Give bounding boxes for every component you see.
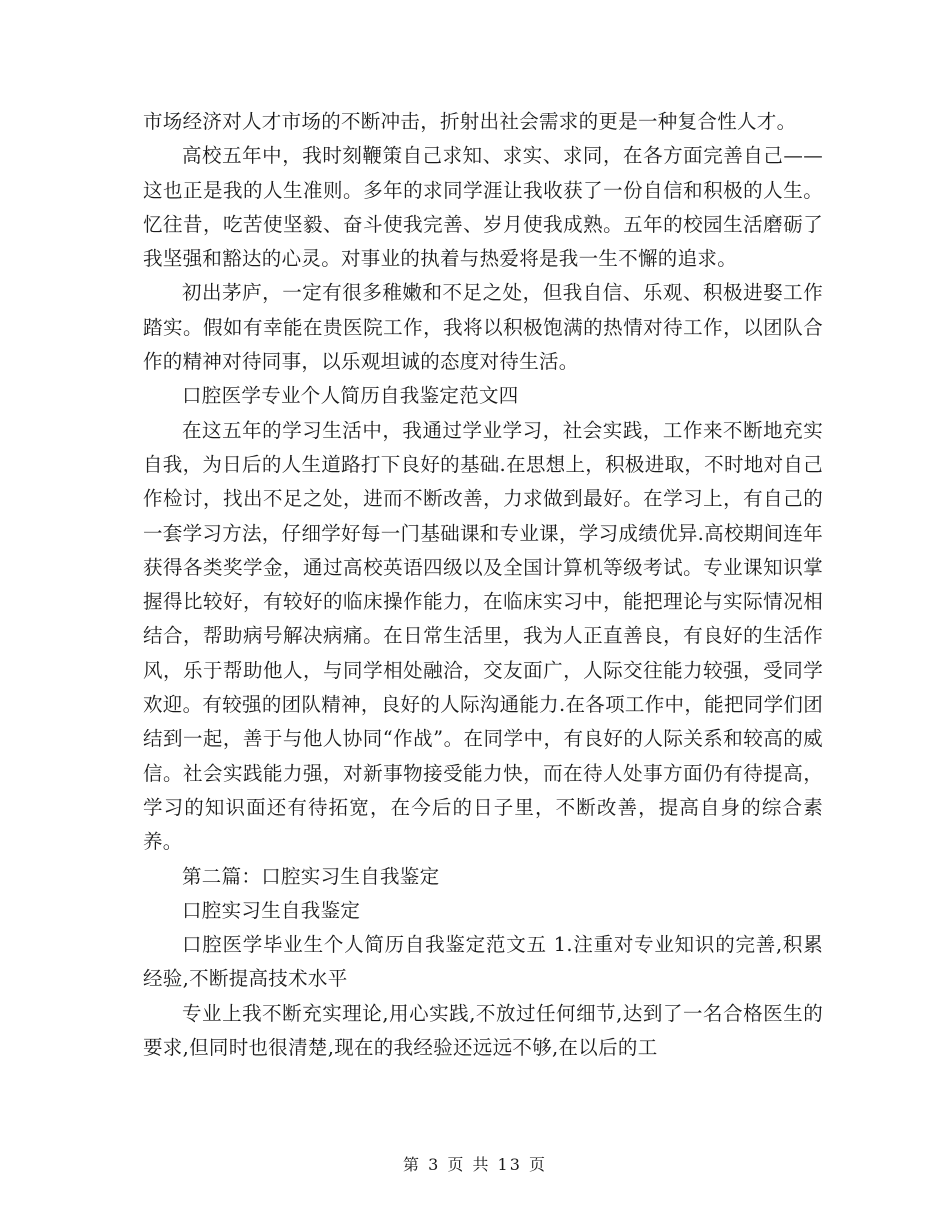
- subheading-intern-self-assessment: 口腔实习生自我鉴定: [182, 898, 361, 922]
- section-heading-example-4: 口腔医学专业个人简历自我鉴定范文四: [182, 384, 519, 408]
- paragraph-6: 专业上我不断充实理论,用心实践,不放过任何细节,达到了一名合格医生的要求,但同时也很清楚,现在的我经验还远远不够,在以后的工: [143, 1001, 823, 1060]
- paragraph-1: 市场经济对人才市场的不断冲击，折射出社会需求的更是一种复合性人才。: [143, 110, 797, 133]
- document-body: [143, 105, 823, 1065]
- page-number-footer: 第 3 页 共 13 页: [403, 1155, 547, 1174]
- paragraph-4: 在这五年的学习生活中，我通过学业学习，社会实践，工作来不断地充实自我，为日后的人生道路打下良好的基础.在思想上，积极进取，不时地对自己作检讨，找出不足之处，进而不断改善，力求做到最好。在学习上，有自己的一套学习方法，仔细学好每一门基础课和专业课，学习成绩优异.高校期间连年获得各类奖学金，通过高校英语四级以及全国计算机等级考试。专业课知识掌握得比较好，有较好的临床操作能力，在临床实习中，能把理论与实际情况相结合，帮助病号解决病痛。在日常生活里，我为人正直善良，有良好的生活作风，乐于帮助他人，与同学相处融洽，交友面广，人际交往能力较强，受同学欢迎。有较强的团队精神，良好的人际沟通能力.在各项工作中，能把同学们团结到一起，善于与他人协同“作战”。在同学中，有良好的人际关系和较高的威信。社会实践能力强，对新事物接受能力快，而在待人处事方面仍有待提高，学习的知识面还有待拓宽，在今后的日子里，不断改善，提高自身的综合素养。: [143, 418, 823, 854]
- paragraph-3: 初出茅庐，一定有很多稚嫩和不足之处，但我自信、乐观、积极进娶工作踏实。假如有幸能在贵医院工作，我将以积极饱满的热情对待工作，以团队合作的精神对待同事，以乐观坦诚的态度对待生活。: [143, 281, 823, 374]
- chapter-heading-part-2: 第二篇：口腔实习生自我鉴定: [182, 864, 440, 888]
- paragraph-2: 高校五年中，我时刻鞭策自己求知、求实、求同，在各方面完善自己——这也正是我的人生准则。多年的求同学涯让我收获了一份自信和积极的人生。忆往昔，吃苦使坚毅、奋斗使我完善、岁月使我成熟。五年的校园生活磨砺了我坚强和豁达的心灵。对事业的执着与热爱将是我一生不懈的追求。: [143, 144, 823, 271]
- paragraph-5: 口腔医学毕业生个人简历自我鉴定范文五 1.注重对专业知识的完善,积累经验,不断提高技术水平: [143, 933, 823, 991]
